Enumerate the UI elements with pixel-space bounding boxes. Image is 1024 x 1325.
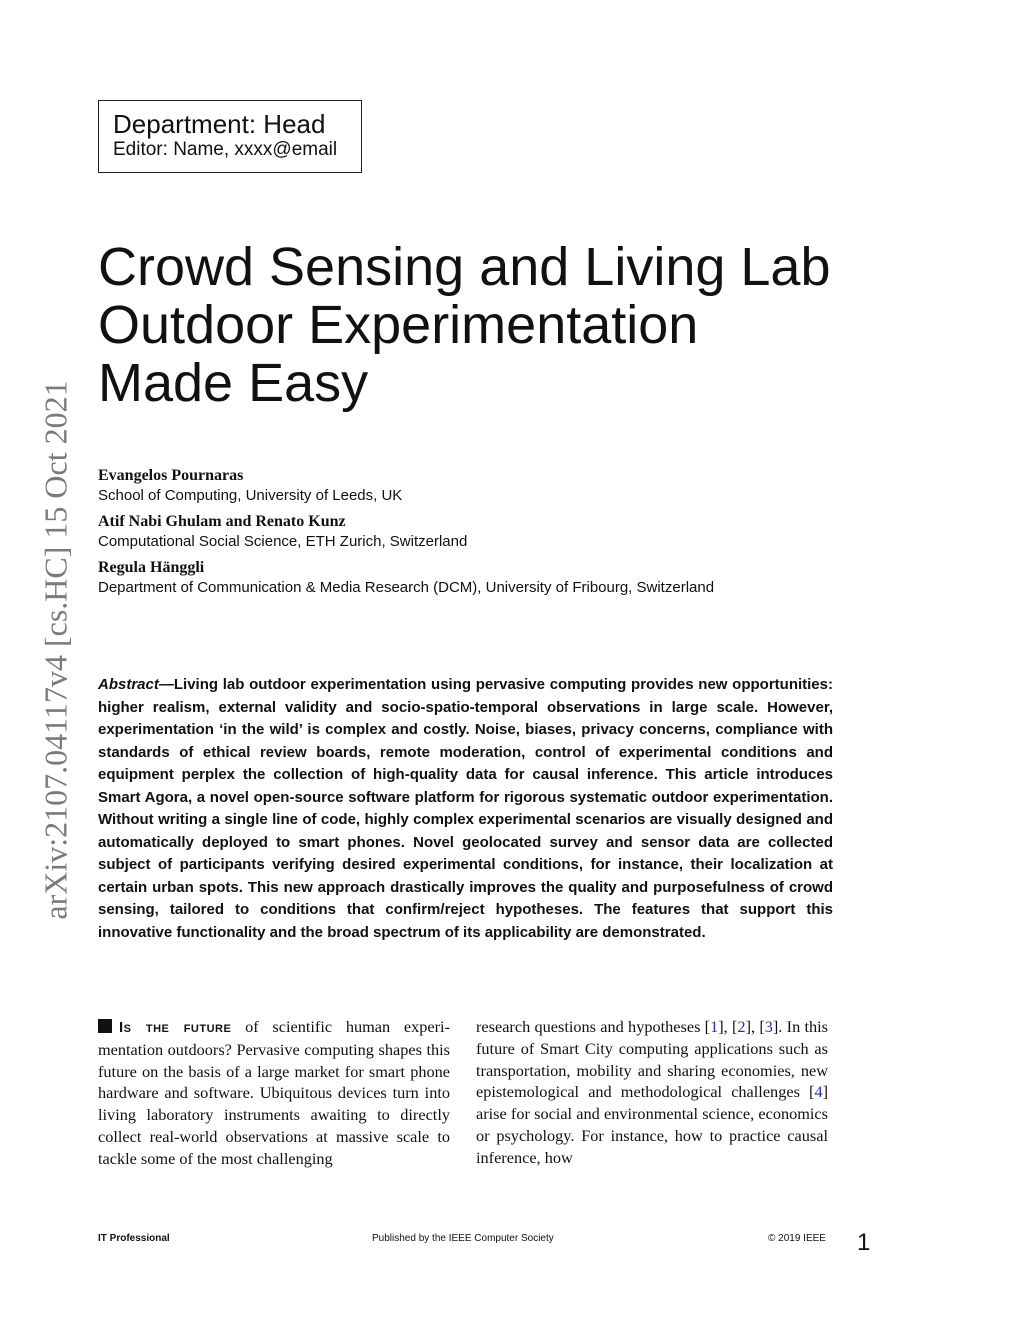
author-block-1 [98,466,898,505]
author-block-2 [98,512,898,551]
author-name: Atif Nabi Ghulam and Renato Kunz [98,513,346,530]
author-name: Evangelos Pournaras [98,467,244,484]
footer-publisher: Published by the IEEE Computer Society [372,1233,554,1244]
paper-title [98,238,898,412]
lead-in-text: Is the future [119,1019,232,1036]
body-text-right-3: ] arise for social and environmental science, economics or psychology. For instance, how to practice causal inference, how [476,1082,828,1167]
department-label: Department: Head [113,109,326,139]
title-line-1: Crowd Sensing and Living Lab [98,237,831,297]
citation-separator: ], [ [745,1017,765,1036]
citation-separator: ], [ [718,1017,738,1036]
section-start-square-icon [98,1019,112,1033]
citation-link-3[interactable]: 3 [764,1017,773,1036]
abstract-text: —Living lab outdoor experimentation using pervasive computing provides new opportunities: higher realism, external validity and socio-spatio-temporal observations in large scale. However, experimentation ‘in the wild’ is complex and costly. Noise, biases, privacy concerns, compliance with standards of ethical review boards, remote moderation, control of experimental conditions and equipment perplex the collection of high-quality data for causal inference. This article introduces Smart Agora, a novel open-source software platform for rigorous systematic outdoor experimentation. Without writing a single line of code, highly complex experimental scenarios are visually designed and automatically deployed to smart phones. Novel geolocated survey and sensor data are collected subject of participants verifying desired experimental conditions, for instance, their localization at certain urban spots. This new approach drastically improves the quality and purposefulness of crowd sensing, tailored to conditions that confirm/reject hypotheses. The features that support this innovative functionality and the broad spectrum of its applicability are demonstrated. [98,676,833,941]
author-affiliation: Department of Communication & Media Research (DCM), University of Fribourg, Switzerland [98,579,715,596]
body-text-right-2: ]. In this future of Smart City computing applications such as transportation, mobility and sharing economies, new epistemological and methodological challenges [ [476,1017,829,1102]
body-text-right-1: research questions and hypotheses [ [476,1017,711,1036]
author-list [98,466,898,604]
title-line-3: Made Easy [98,353,369,413]
author-block-3 [98,558,898,597]
page-number: 1 [857,1229,871,1256]
body-column-left [98,1016,450,1170]
footer-copyright: © 2019 IEEE [768,1233,826,1244]
citation-link-1[interactable]: 1 [710,1017,719,1036]
editor-label: Editor: Name, xxxx@email [113,139,338,160]
abstract [98,674,833,944]
department-box [98,100,362,173]
abstract-label: Abstract [98,676,159,693]
citation-link-2[interactable]: 2 [737,1017,746,1036]
body-text-left: of scientific human experimentation outdoors? Pervasive computing shapes this future on the basis of a large market for smart phone hardware and software. Ubiquitous devices turn into living laboratory instruments awaiting to directly collect real-world observations at massive scale to tackle some of the most challenging [98,1017,450,1168]
author-affiliation: Computational Social Science, ETH Zurich, Switzerland [98,533,468,550]
body-column-right [476,1016,828,1169]
title-line-2: Outdoor Experimentation [98,295,699,355]
author-name: Regula Hänggli [98,559,205,576]
footer-journal: IT Professional [98,1233,170,1244]
citation-link-4[interactable]: 4 [814,1082,823,1102]
author-affiliation: School of Computing, University of Leeds, UK [98,487,403,504]
arxiv-identifier: arXiv:2107.04117v4 [cs.HC] 15 Oct 2021 [37,380,74,920]
